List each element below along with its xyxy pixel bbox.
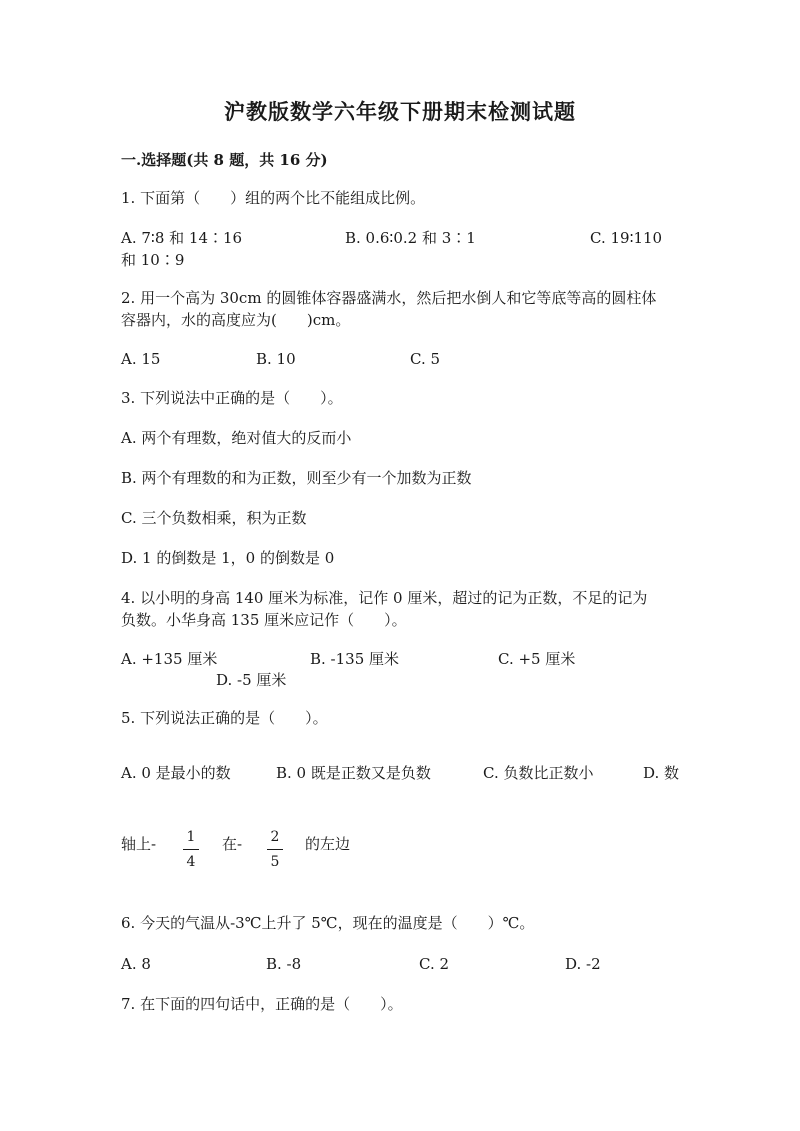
page-title: 沪教版数学六年级下册期末检测试题: [224, 99, 576, 124]
fraction-denominator: 4: [186, 854, 196, 870]
question-3-text: 3. 下列说法中正确的是（ ）。: [121, 389, 343, 407]
question-1-option-c: C. 19∶110: [590, 229, 663, 247]
question-1-option-c-cont: 和 10∶9: [121, 251, 185, 269]
question-2-option-a: A. 15: [121, 350, 161, 368]
question-4-option-a: A. +135 厘米: [121, 650, 218, 668]
question-2-text-line-2: 容器内，水的高度应为( )cm。: [121, 311, 351, 329]
question-5-option-d: D. 数: [643, 764, 680, 782]
question-5-option-c: C. 负数比正数小: [483, 764, 594, 782]
question-1-option-a: A. 7∶8 和 14∶16: [121, 229, 243, 247]
question-3-option-d: D. 1 的倒数是 1，0 的倒数是 0: [121, 549, 335, 567]
fraction-one-quarter: [181, 828, 201, 871]
question-2-option-c: C. 5: [410, 350, 441, 368]
question-3-option-a: A. 两个有理数，绝对值大的反而小: [121, 429, 352, 447]
question-5-cont-mid: 在-: [222, 835, 243, 853]
question-5-text: 5. 下列说法正确的是（ ）。: [121, 709, 328, 727]
question-6-option-b: B. -8: [266, 955, 302, 973]
fraction-denominator: 5: [270, 854, 280, 870]
fraction-bar: [267, 849, 283, 850]
section-heading: 一.选择题(共 8 题，共 16 分): [121, 151, 328, 169]
fraction-two-fifths: [265, 828, 285, 871]
fraction-numerator: 1: [186, 829, 196, 845]
question-5-option-b: B. 0 既是正数又是负数: [276, 764, 431, 782]
question-5-cont-suffix: 的左边: [305, 835, 351, 853]
question-4-option-b: B. -135 厘米: [310, 650, 400, 668]
question-6-option-a: A. 8: [121, 955, 151, 973]
question-2-option-b: B. 10: [256, 350, 296, 368]
question-5-cont-prefix: 轴上-: [121, 835, 157, 853]
question-1-option-b: B. 0.6∶0.2 和 3∶1: [345, 229, 476, 247]
question-4-text-line-1: 4. 以小明的身高 140 厘米为标准，记作 0 厘米，超过的记为正数，不足的记为: [121, 589, 648, 607]
question-6-option-c: C. 2: [419, 955, 450, 973]
fraction-numerator: 2: [270, 829, 280, 845]
fraction-bar: [183, 849, 199, 850]
question-6-option-d: D. -2: [565, 955, 601, 973]
question-5-option-a: A. 0 是最小的数: [121, 764, 231, 782]
question-3-option-c: C. 三个负数相乘，积为正数: [121, 509, 307, 527]
question-4-option-c: C. +5 厘米: [498, 650, 576, 668]
question-4-text-line-2: 负数。小华身高 135 厘米应记作（ ）。: [121, 611, 407, 629]
question-7-text: 7. 在下面的四句话中，正确的是（ ）。: [121, 995, 403, 1013]
question-4-option-d: D. -5 厘米: [216, 671, 287, 689]
question-3-option-b: B. 两个有理数的和为正数，则至少有一个加数为正数: [121, 469, 472, 487]
question-6-text: 6. 今天的气温从-3℃上升了 5℃，现在的温度是（ ）℃。: [121, 914, 535, 932]
question-1-text: 1. 下面第（ ）组的两个比不能组成比例。: [121, 189, 426, 207]
question-2-text-line-1: 2. 用一个高为 30cm 的圆锥体容器盛满水，然后把水倒人和它等底等高的圆柱体: [121, 289, 657, 307]
